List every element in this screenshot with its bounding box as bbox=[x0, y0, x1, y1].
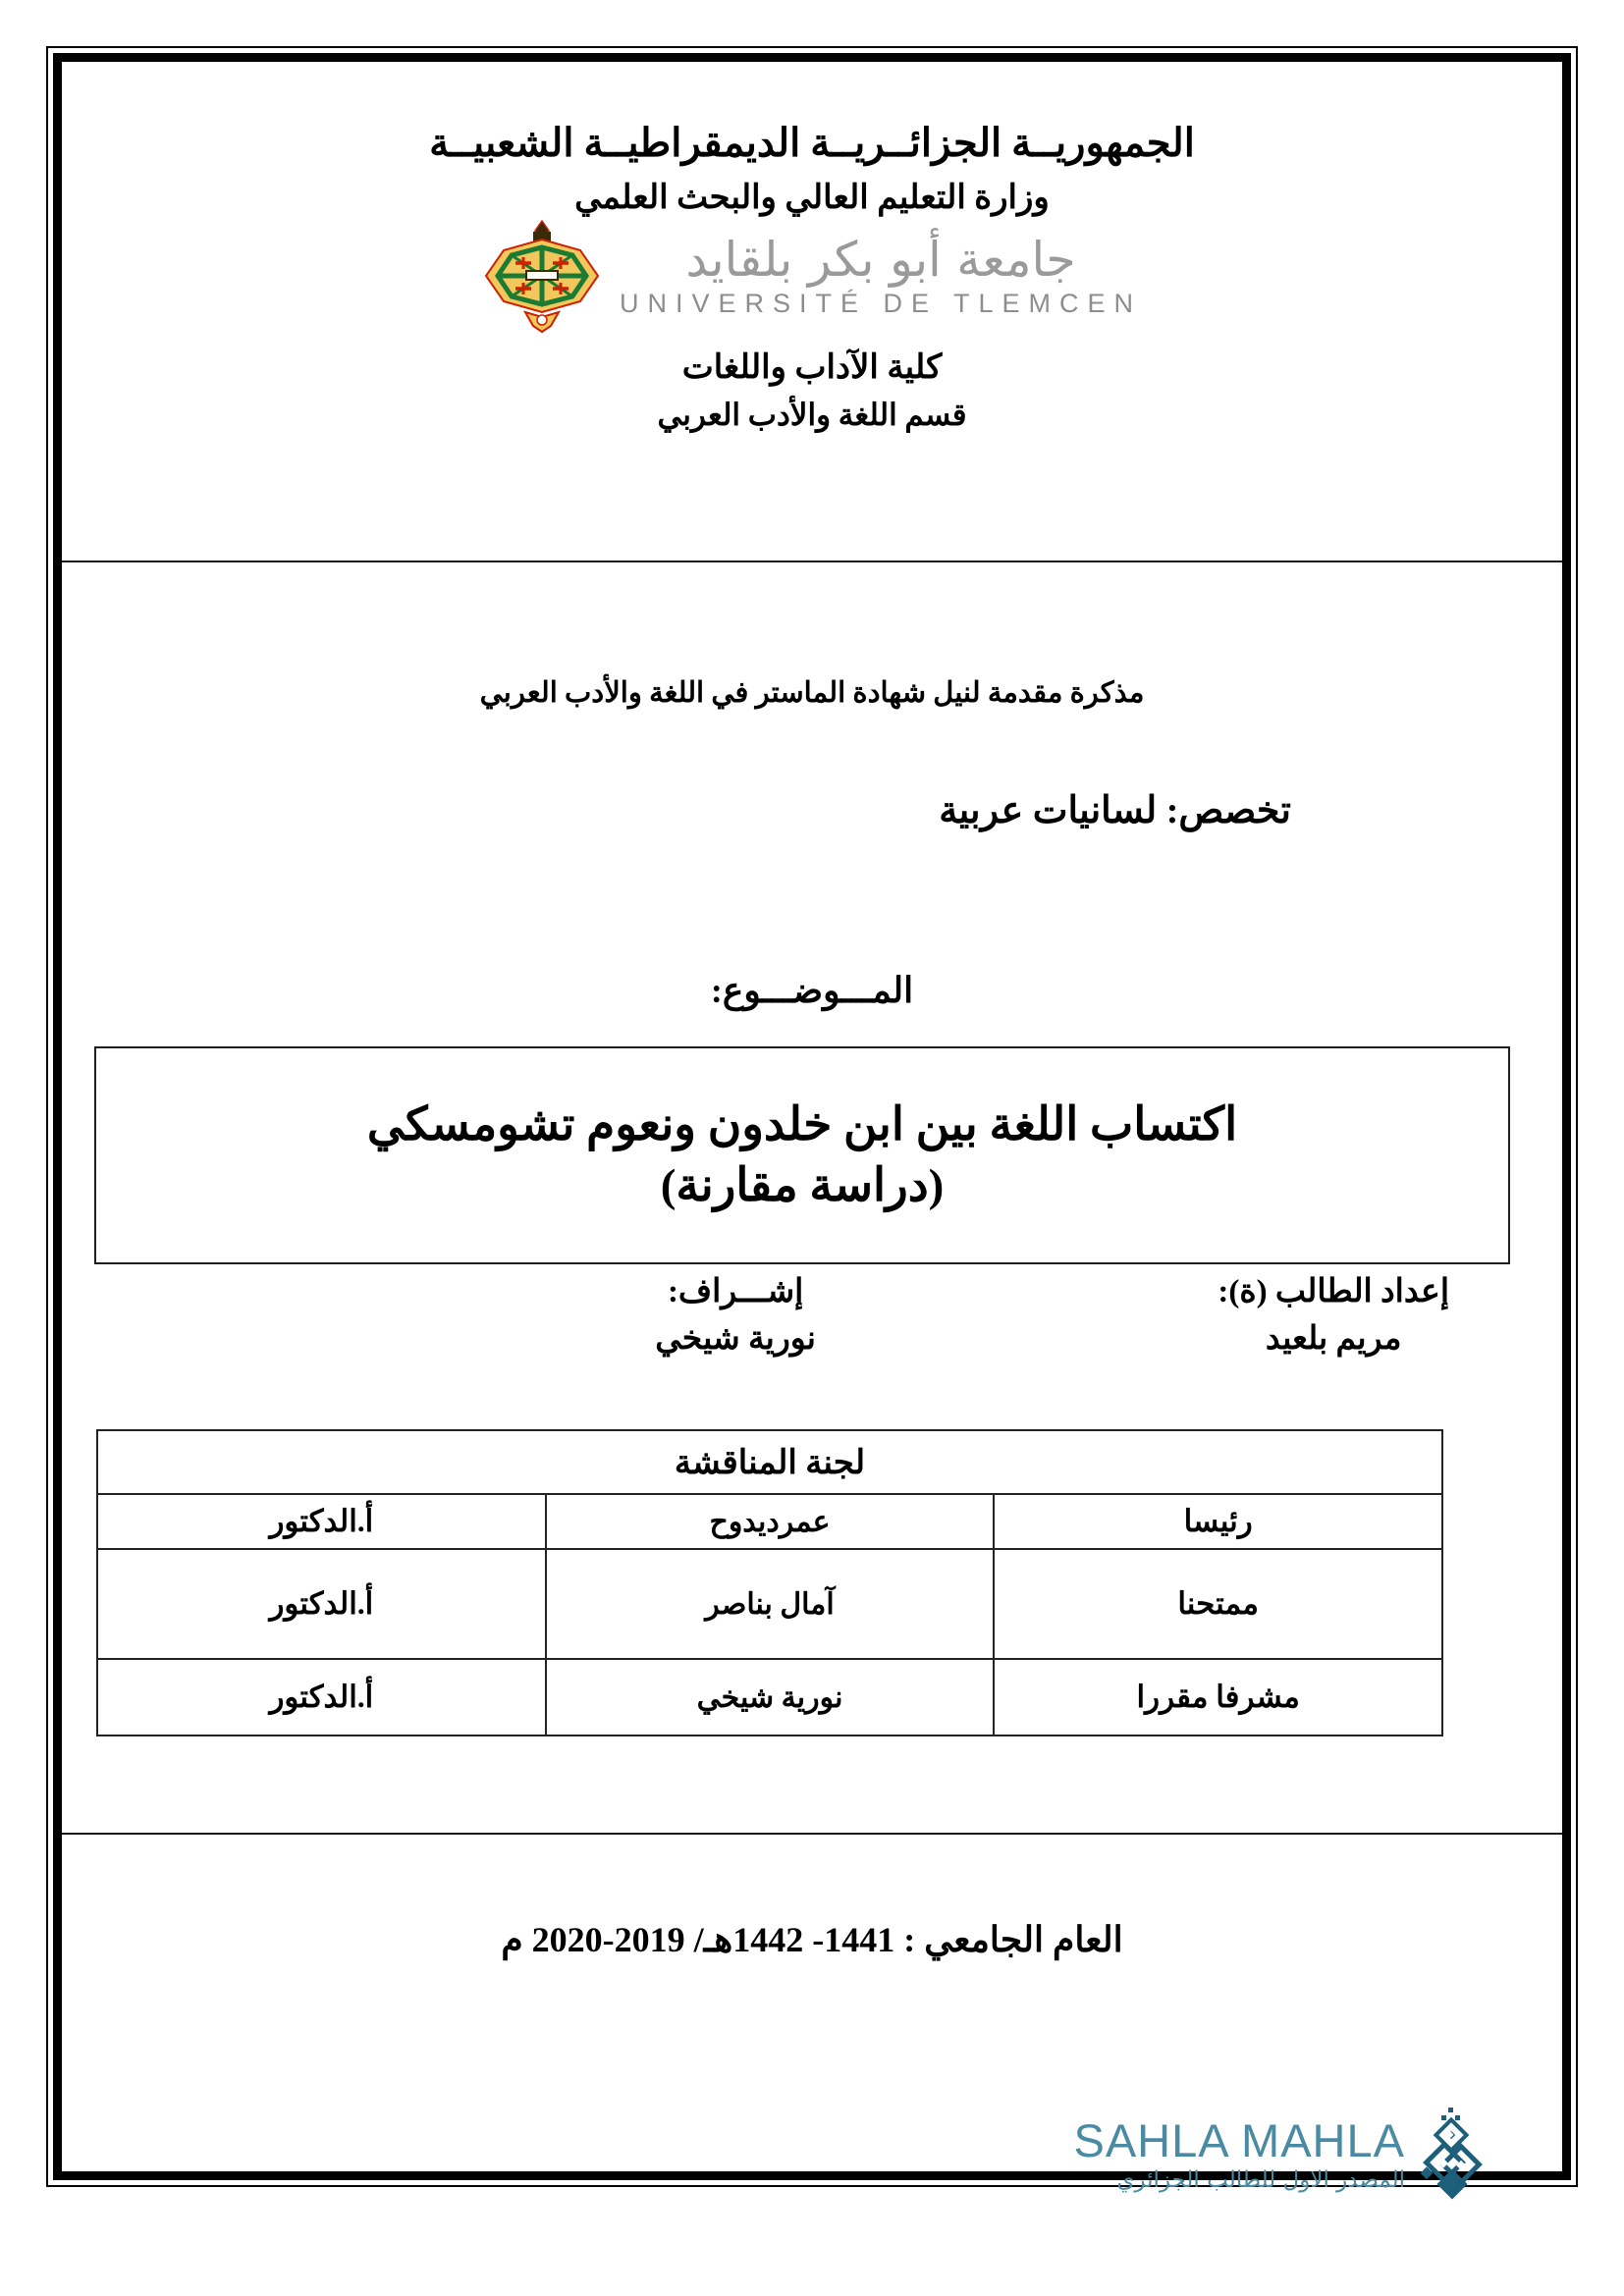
student-block bbox=[1218, 1271, 1449, 1360]
university-name-arabic: جامعة أبو بكر بلقايد bbox=[685, 231, 1076, 288]
footer-divider-rule bbox=[62, 1833, 1562, 1835]
institution-header bbox=[62, 62, 1562, 220]
authors-row bbox=[62, 1271, 1562, 1379]
university-wordmark bbox=[619, 231, 1143, 318]
table-row bbox=[97, 1659, 1442, 1735]
country-name: الجمهوريــة الجزائــريــة الديمقراطيــة الشعبيــة bbox=[429, 121, 1195, 165]
university-emblem-icon bbox=[482, 218, 602, 334]
jury-header-row bbox=[97, 1430, 1442, 1494]
supervisor-role-label: إشـــراف: bbox=[667, 1274, 804, 1309]
site-watermark bbox=[1056, 2101, 1488, 2209]
jury-name-0: عمرديدوح bbox=[546, 1494, 995, 1549]
thesis-title-line-2: (دراسة مقارنة) bbox=[660, 1160, 945, 1211]
header-divider-rule bbox=[62, 561, 1562, 562]
jury-title-1: أ.الدكتور bbox=[97, 1549, 546, 1659]
supervisor-name: نورية شيخي bbox=[655, 1321, 816, 1358]
subject-label: المـــوضـــوع: bbox=[710, 971, 914, 1010]
faculty-name: كلية الآداب واللغات bbox=[681, 349, 943, 386]
table-row bbox=[97, 1494, 1442, 1549]
student-role-label: إعداد الطالب (ة): bbox=[1218, 1274, 1449, 1309]
watermark-brand: SAHLA MAHLA bbox=[1073, 2114, 1405, 2166]
jury-name-1: آمال بناصر bbox=[546, 1549, 995, 1659]
university-name-french: UNIVERSITÉ DE TLEMCEN bbox=[619, 288, 1143, 318]
degree-statement: مذكرة مقدمة لنيل شهادة الماستر في اللغة والأدب العربي bbox=[479, 677, 1145, 709]
jury-title-2: أ.الدكتور bbox=[97, 1659, 546, 1735]
sahla-mahla-diamond-icon bbox=[1415, 2106, 1488, 2204]
thesis-title bbox=[342, 1095, 1263, 1216]
page-content bbox=[62, 62, 1562, 2171]
jury-title-0: أ.الدكتور bbox=[97, 1494, 546, 1549]
jury-role-1: ممتحنا bbox=[994, 1549, 1442, 1659]
jury-role-2: مشرفا مقررا bbox=[994, 1659, 1442, 1735]
department-name: قسم اللغة والأدب العربي bbox=[657, 398, 967, 432]
jury-name-2: نورية شيخي bbox=[546, 1659, 995, 1735]
specialty-line: تخصص: لسانيات عربية bbox=[939, 790, 1291, 831]
thesis-title-line-1: اكتساب اللغة بين ابن خلدون ونعوم تشومسكي bbox=[366, 1098, 1238, 1150]
ministry-name: وزارة التعليم العالي والبحث العلمي bbox=[574, 180, 1050, 216]
thesis-title-box bbox=[94, 1046, 1510, 1264]
watermark-text bbox=[1073, 2114, 1405, 2193]
jury-heading: لجنة المناقشة bbox=[97, 1430, 1442, 1494]
academic-year: العام الجامعي : 1441- 1442هـ/ 2019-2020 م bbox=[501, 1920, 1123, 1959]
jury-role-0: رئيسا bbox=[994, 1494, 1442, 1549]
jury-table bbox=[96, 1429, 1443, 1736]
table-row bbox=[97, 1549, 1442, 1659]
university-logo-row bbox=[62, 213, 1562, 339]
supervisor-block bbox=[655, 1271, 816, 1360]
student-name: مريم بلعيد bbox=[1265, 1321, 1402, 1358]
watermark-tagline: المصدر الاول للطالب الجزائري bbox=[1116, 2167, 1405, 2193]
